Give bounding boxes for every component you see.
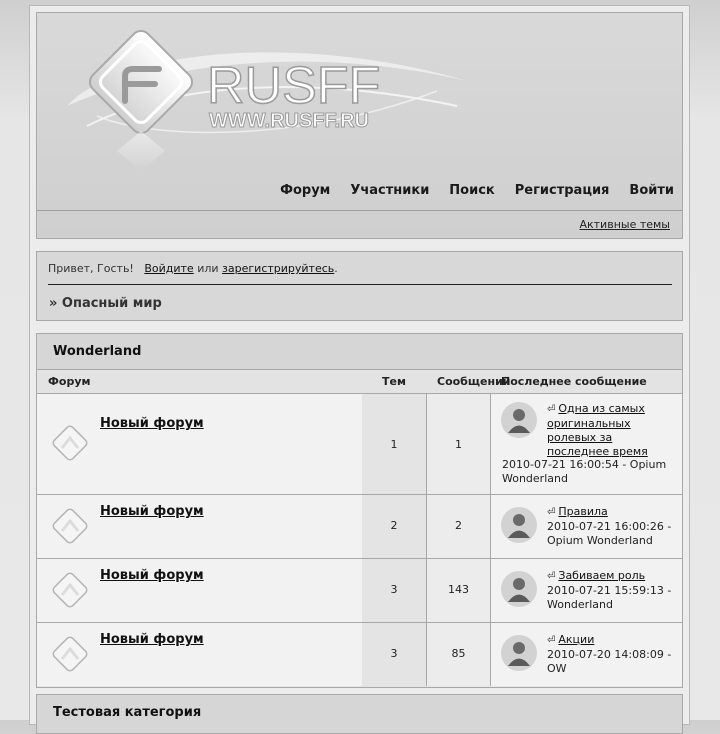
topics-cell [362, 495, 427, 558]
main-nav [280, 183, 674, 198]
forum-row [37, 394, 682, 495]
last-post-arrow-icon: ⏎ [547, 404, 556, 415]
posts-cell [427, 559, 491, 622]
category-title[interactable]: Wonderland [37, 334, 682, 370]
posts-cell [427, 394, 491, 494]
forum-row [37, 495, 682, 559]
topics-cell [362, 394, 427, 494]
avatar [501, 571, 537, 607]
forum-icon [49, 633, 91, 675]
avatar [501, 635, 537, 671]
greeting-dot: . [334, 262, 338, 275]
forum-icon [49, 569, 91, 611]
last-post-link[interactable]: Забиваем роль [558, 569, 646, 582]
col-topics: Тем [382, 375, 406, 388]
site-header [36, 12, 683, 239]
login-link[interactable]: Войдите [144, 262, 194, 275]
forum-link[interactable]: Новый форум [100, 568, 204, 583]
topics-count: 3 [390, 583, 398, 596]
user-silhouette-icon [501, 571, 537, 607]
active-topics-link[interactable]: Активные темы [579, 218, 670, 231]
welcome-box [36, 251, 683, 321]
topics-cell [362, 559, 427, 622]
last-post-cell [491, 623, 682, 686]
forum-cell [37, 559, 363, 622]
logo-title: RUSFF [207, 57, 381, 115]
col-last-post: Последнее сообщение [501, 375, 647, 388]
last-post-meta: 2010-07-21 16:00:26 - Opium Wonderland [547, 520, 672, 547]
last-post-meta: 2010-07-20 14:08:09 - OW [547, 648, 672, 675]
forum-link[interactable]: Новый форум [100, 416, 204, 431]
sub-nav [37, 210, 682, 239]
posts-count: 1 [455, 438, 462, 451]
topics-cell [362, 623, 427, 686]
topics-count: 3 [390, 647, 398, 660]
guest-greeting [48, 262, 338, 275]
forum-cell [37, 394, 363, 494]
forum-link[interactable]: Новый форум [100, 632, 204, 647]
category-wonderland [36, 333, 683, 688]
forum-cell [37, 495, 363, 558]
greeting-or: или [197, 262, 219, 275]
logo-url: WWW.RUSFF.RU [209, 110, 369, 132]
last-post-info [547, 505, 677, 548]
posts-cell [427, 623, 491, 686]
last-post-arrow-icon: ⏎ [547, 507, 556, 518]
last-post-link[interactable]: Правила [558, 505, 608, 518]
nav-search[interactable]: Поиск [449, 183, 495, 198]
nav-members[interactable]: Участники [350, 183, 430, 198]
posts-count: 143 [448, 583, 469, 596]
last-post-info [547, 402, 677, 459]
avatar [501, 507, 537, 543]
forum-link[interactable]: Новый форум [100, 504, 204, 519]
topics-count: 2 [390, 519, 398, 532]
last-post-link[interactable]: Акции [558, 633, 595, 646]
last-post-arrow-icon: ⏎ [547, 571, 556, 582]
forum-row [37, 623, 682, 686]
forum-icon [49, 505, 91, 547]
avatar [501, 402, 537, 438]
nav-register[interactable]: Регистрация [514, 183, 610, 198]
last-post-cell [491, 495, 682, 558]
posts-count: 2 [455, 519, 462, 532]
greeting-text: Привет, Гость! [48, 262, 134, 275]
last-post-arrow-icon: ⏎ [547, 635, 556, 646]
divider [48, 284, 672, 285]
last-post-info [547, 633, 677, 676]
category-test [36, 694, 683, 734]
page-wrapper [29, 5, 690, 725]
forum-icon [49, 422, 91, 464]
user-silhouette-icon [501, 635, 537, 671]
last-post-meta: 2010-07-21 15:59:13 - Wonderland [547, 584, 672, 611]
forum-table-header [37, 370, 682, 394]
nav-login[interactable]: Войти [629, 183, 674, 198]
col-posts: Сообщений [437, 375, 511, 388]
forum-row [37, 559, 682, 623]
register-link[interactable]: зарегистрируйтесь [222, 262, 335, 275]
nav-forum[interactable]: Форум [280, 183, 331, 198]
last-post-info [547, 569, 677, 612]
breadcrumb[interactable]: » Опасный мир [49, 296, 162, 311]
last-post-cell [491, 559, 682, 622]
user-silhouette-icon [501, 402, 537, 438]
user-silhouette-icon [501, 507, 537, 543]
last-post-cell [491, 394, 682, 494]
posts-cell [427, 495, 491, 558]
col-forum: Форум [48, 375, 91, 388]
rusff-logo[interactable] [57, 21, 477, 181]
topics-count: 1 [390, 438, 398, 451]
category-title[interactable]: Тестовая категория [37, 695, 682, 730]
forum-cell [37, 623, 363, 686]
posts-count: 85 [451, 647, 466, 660]
last-post-meta: 2010-07-21 16:00:54 - Opium Wonderland [502, 458, 667, 485]
last-post-link[interactable]: Одна из самых оригинальных ролевых за последнее время [547, 402, 648, 458]
